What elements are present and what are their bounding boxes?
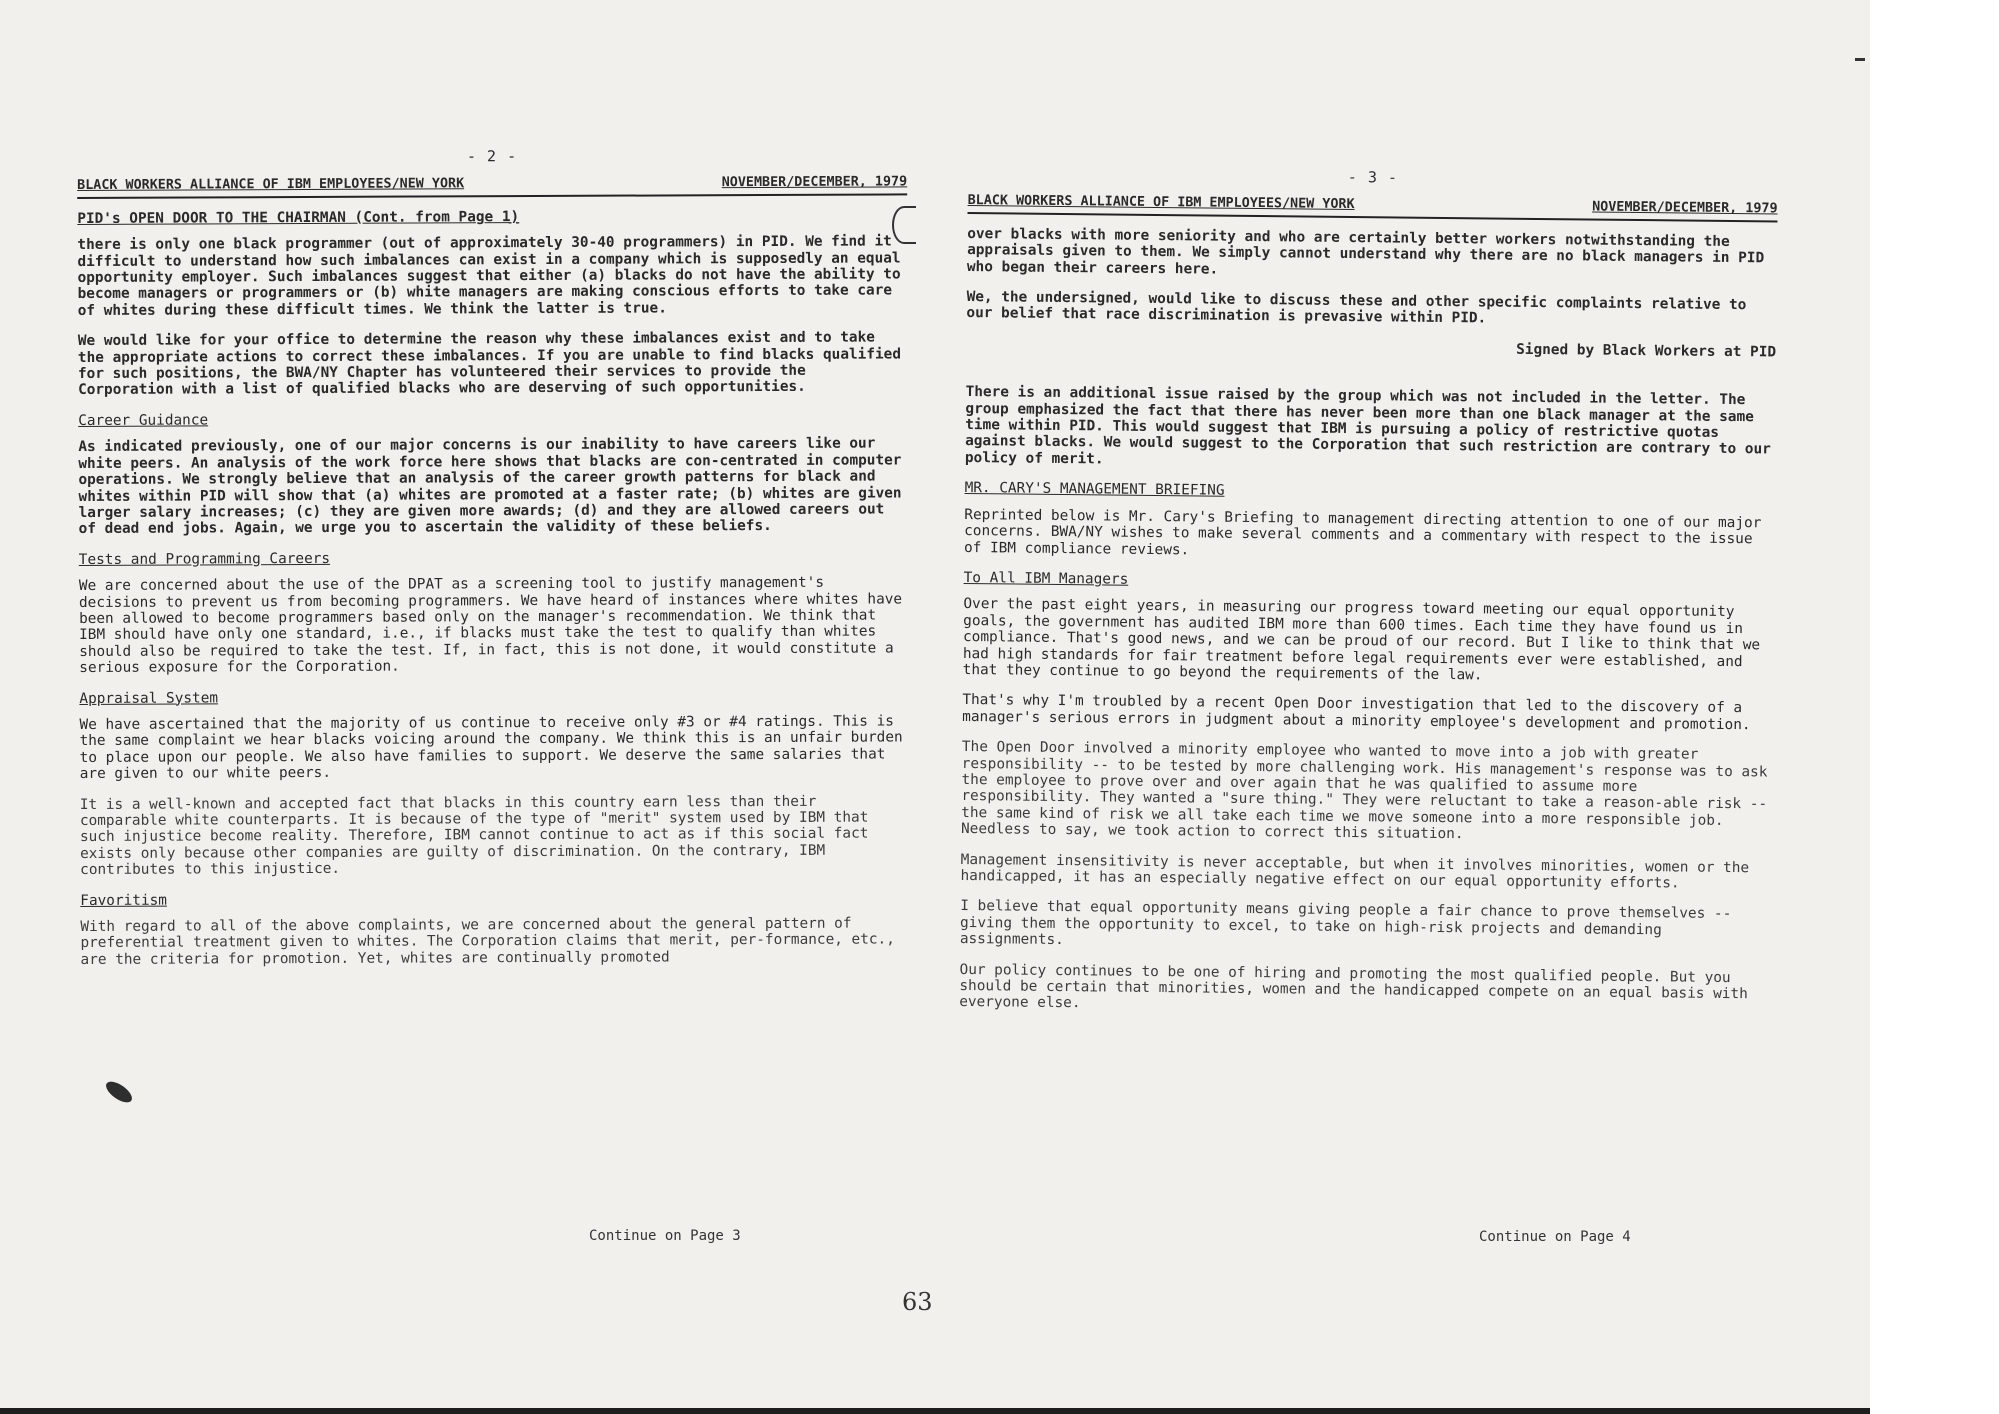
newsletter-page-2 [77,146,911,982]
paragraph: The Open Door involved a minority employee who wanted to move into a job with greater responsibility -- to be tested by more challenging work. His management's response was to ask the employee to prove over and over again that he was qualified to assume more responsibility. They wanted a "sure thing." They were reluctant to take a reason-able risk -- the same kind of risk we all take each time we move someone into a more responsible job. Needless to say, we took action to correct this situation. [960,739,1768,843]
signature-line: Signed by Black Workers at PID [1516,341,1777,361]
page-number: - 3 - [1347,167,1399,187]
paragraph: We, the undersigned, would like to discuss these and other specific complaints relative to our belief that race discrimination is prevasive within PID. [966,289,1747,327]
masthead [77,175,907,199]
scan-margin [1870,0,1999,1414]
scan-tick-mark [1855,58,1865,61]
paragraph: Over the past eight years, in measuring our progress toward meeting our equal opportunity goals, the government has audited IBM more than 600 times. Each time they have found us in compliance. That's good news, and we can be proud of our record. But I like to think that we had high standards for fair treatment before legal requirements ever were established, and that they continue to go beyond the requirements of the law. [962,596,1761,684]
masthead [967,193,1777,222]
masthead-org: BLACK WORKERS ALLIANCE OF IBM EMPLOYEES/NEW YORK [77,176,465,194]
to-managers-heading: To All IBM Managers [963,569,1129,588]
masthead-date: NOVEMBER/DECEMBER, 1979 [1592,199,1778,217]
newsletter-page-3 [959,165,1778,1033]
scan-bottom-edge [0,1408,1870,1414]
paragraph: Reprinted below is Mr. Cary's Briefing to management directing attention to one of our major concerns. BWA/NY wishes to make several comments and a commentary with respect to the issue of IBM compliance reviews. [963,506,1762,558]
briefing-heading: MR. CARY'S MANAGEMENT BRIEFING [964,480,1225,499]
continue-note: Continue on Page 3 [589,1228,741,1244]
paragraph: We would like for your office to determine the reason why these imbalances exist and to take the appropriate actions to correct these imbalances. If you are unable to find blacks qualified for such positions, the BWA/NY Chapter has volunteered their services to provide the Corporation with a list of qualified blacks who are deserving of such opportunities. [77,329,902,399]
paragraph: I believe that equal opportunity means giving people a fair chance to prove themselves -- giving them the opportunity to excel, to take on high-risk projects and demanding assignments. [959,898,1732,949]
appraisal-heading: Appraisal System [79,689,219,707]
page-number: - 2 - [466,147,518,166]
paragraph: Management insensitivity is never acceptable, but when it involves minorities, women or the handicapped, it has an especially negative effect on our equal opportunity efforts. [960,851,1750,892]
paragraph: over blacks with more seniority and who are certainly better workers notwithstanding the appraisals given to them. We simply cannot understand why there are no black managers in PID who began their careers here. [966,225,1765,278]
paragraph: Our policy continues to be one of hiring and promoting the most qualified people. But you should be certain that minorities, women and the handicapped compete on an equal basis with everyone else. [959,961,1748,1012]
folio-number: 63 [902,1288,933,1316]
tests-heading: Tests and Programming Careers [78,550,331,568]
paragraph: there is only one black programmer (out of approximately 30-40 programmers) in PID. We find it difficult to understand how such imbalances can exist in a company which is supposedly an equal opportunity employer. Such imbalances suggest that either (a) blacks do not have the ability to become managers or programmers or (b) white managers are making conscious efforts to take care of whites during these difficult times. We think the latter is true. [77,233,901,319]
masthead-org: BLACK WORKERS ALLIANCE OF IBM EMPLOYEES/NEW YORK [967,193,1355,213]
masthead-date: NOVEMBER/DECEMBER, 1979 [721,174,908,191]
continue-note: Continue on Page 4 [1479,1229,1631,1245]
bracket-mark [892,206,916,244]
paragraph: With regard to all of the above complaints, we are concerned about the general pattern of preferential treatment given to whites. The Corporation claims that merit, per-formance, etc., are the criteria for promotion. Yet, whites are continually promoted [80,915,895,968]
paragraph: We have ascertained that the majority of us continue to receive only #3 or #4 ratings. This is the same complaint we hear blacks voicing around the company. We think this is an unfair burden to place upon our people. We also have families to support. We deserve the same salaries that are given to our white peers. [79,713,903,783]
paragraph: It is a well-known and accepted fact that blacks in this country earn less than their comparable white counterparts. It is because of the type of "merit" system used by IBM that such injustice become reality. Therefore, IBM cannot continue to act as if this social fact exists only because other companies are guilty of discrimination. On the contrary, IBM contributes to this injustice. [79,793,869,879]
favoritism-heading: Favoritism [80,892,167,909]
paragraph: As indicated previously, one of our major concerns is our inability to have careers like our white peers. An analysis of the work force here shows that blacks are con-centrated in computer operations. We strongly believe that an analysis of the career growth patterns for black and whites within PID will show that (a) whites are promoted at a faster rate; (b) whites are given larger salary increases; (c) they are given more awards; (d) and they are allowed careers out of dead end jobs. Again, we urge you to ascertain the validity of these beliefs. [78,435,902,538]
paragraph: That's why I'm troubled by a recent Open Door investigation that led to the discovery of a manager's serious errors in judgment about a minority employee's development and promotion. [962,692,1751,733]
paragraph: We are concerned about the use of the DPAT as a screening tool to justify management's decisions to prevent us from becoming programmers. We have heard of instances where whites have been allowed to become programmers based only on the manager's recommendation. We think that IBM should have only one standard, i.e., if blacks must take the test to qualify than whites should also be required to take the test. If, in fact, this is not done, it would constitute a serious exposure for the Corporation. [78,574,903,677]
career-guidance-heading: Career Guidance [78,412,209,429]
paragraph: There is an additional issue raised by the group which was not included in the letter. The group emphasized the fact that there has never been more than one black manager at the same time within PID. This would suggest that IBM is pursuing a policy of restrictive quotas against blacks. We would suggest to the Corporation that such restriction are contrary to our policy of merit. [964,384,1771,468]
section-title: PID's OPEN DOOR TO THE CHAIRMAN (Cont. from Page 1) [77,208,520,227]
